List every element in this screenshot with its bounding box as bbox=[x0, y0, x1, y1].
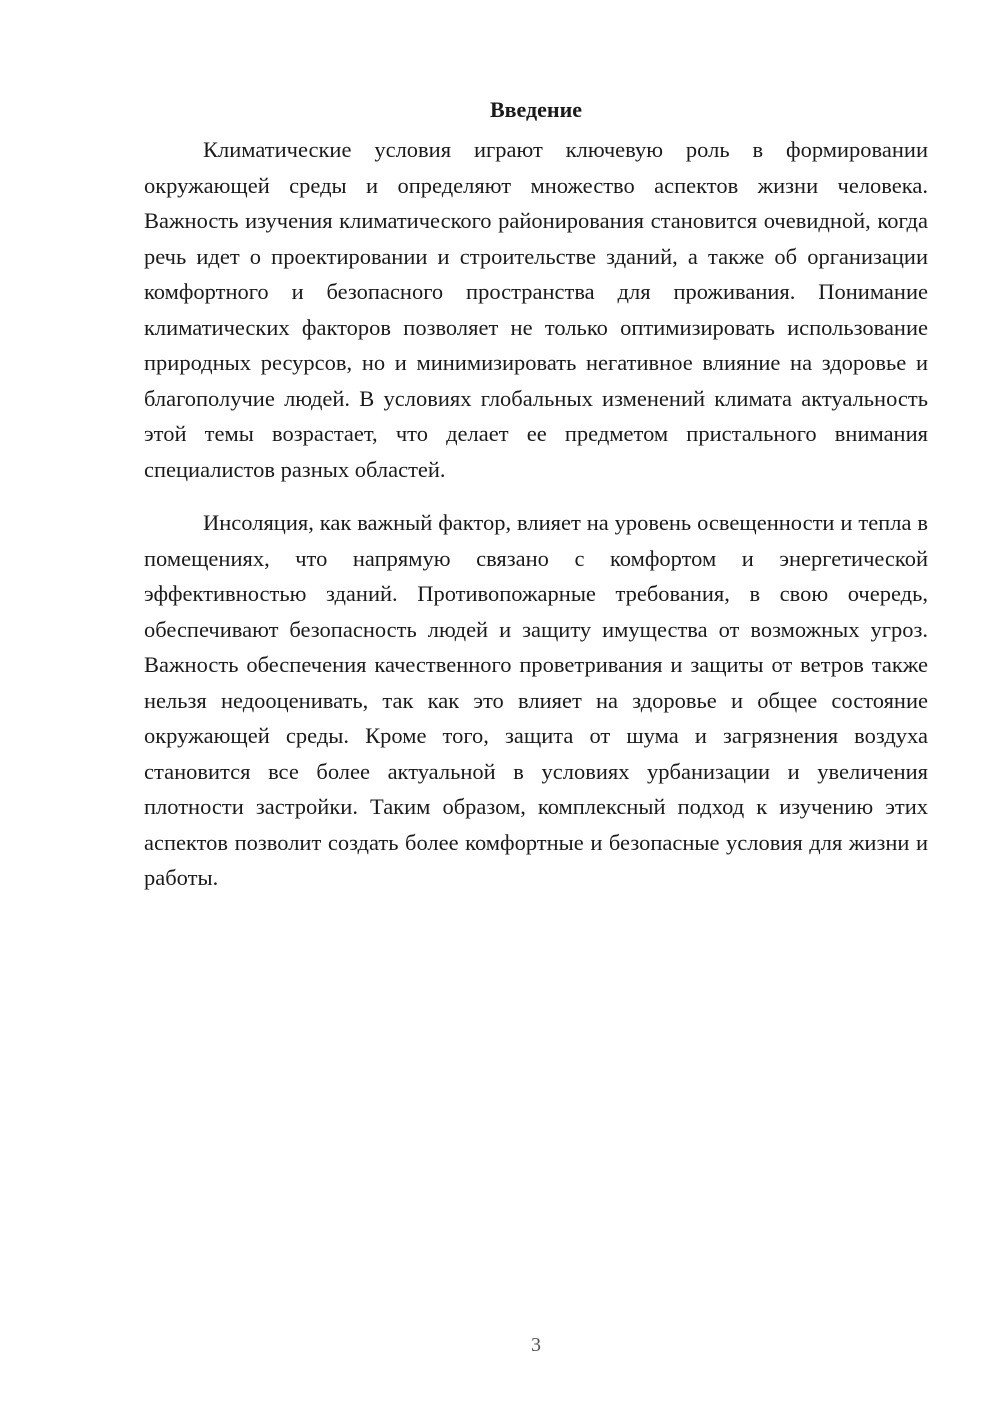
paragraph-2: Инсоляция, как важный фактор, влияет на уровень освещенности и тепла в помещениях, что напрямую связано с комфортом и энергетической эффективностью зданий. Противопожарные требования, в свою очередь, обеспечивают безопасность людей и защиту имущества от возможных угроз. Важность обеспечения качественного проветривания и защиты от ветров также нельзя недооценивать, так как это влияет на здоровье и общее состояние окружающей среды. Кроме того, защита от шума и загрязнения воздуха становится все более актуальной в условиях урбанизации и увеличения плотности застройки. Таким образом, комплексный подход к изучению этих аспектов позволит создать более комфортные и безопасные условия для жизни и работы. bbox=[144, 510, 928, 890]
paragraph-1: Климатические условия играют ключевую роль в формировании окружающей среды и определяют множество аспектов жизни человека. Важность изучения климатического районирования становится очевидной, когда речь идет о проектировании и строительстве зданий, а также об организации комфортного и безопасного пространства для проживания. Понимание климатических факторов позволяет не только оптимизировать использование природных ресурсов, но и минимизировать негативное влияние на здоровье и благополучие людей. В условиях глобальных изменений климата актуальность этой темы возрастает, что делает ее предметом пристального внимания специалистов разных областей. bbox=[144, 137, 928, 482]
page-content bbox=[144, 92, 928, 896]
page-number: 3 bbox=[531, 1334, 541, 1356]
section-heading: Введение bbox=[489, 97, 583, 122]
